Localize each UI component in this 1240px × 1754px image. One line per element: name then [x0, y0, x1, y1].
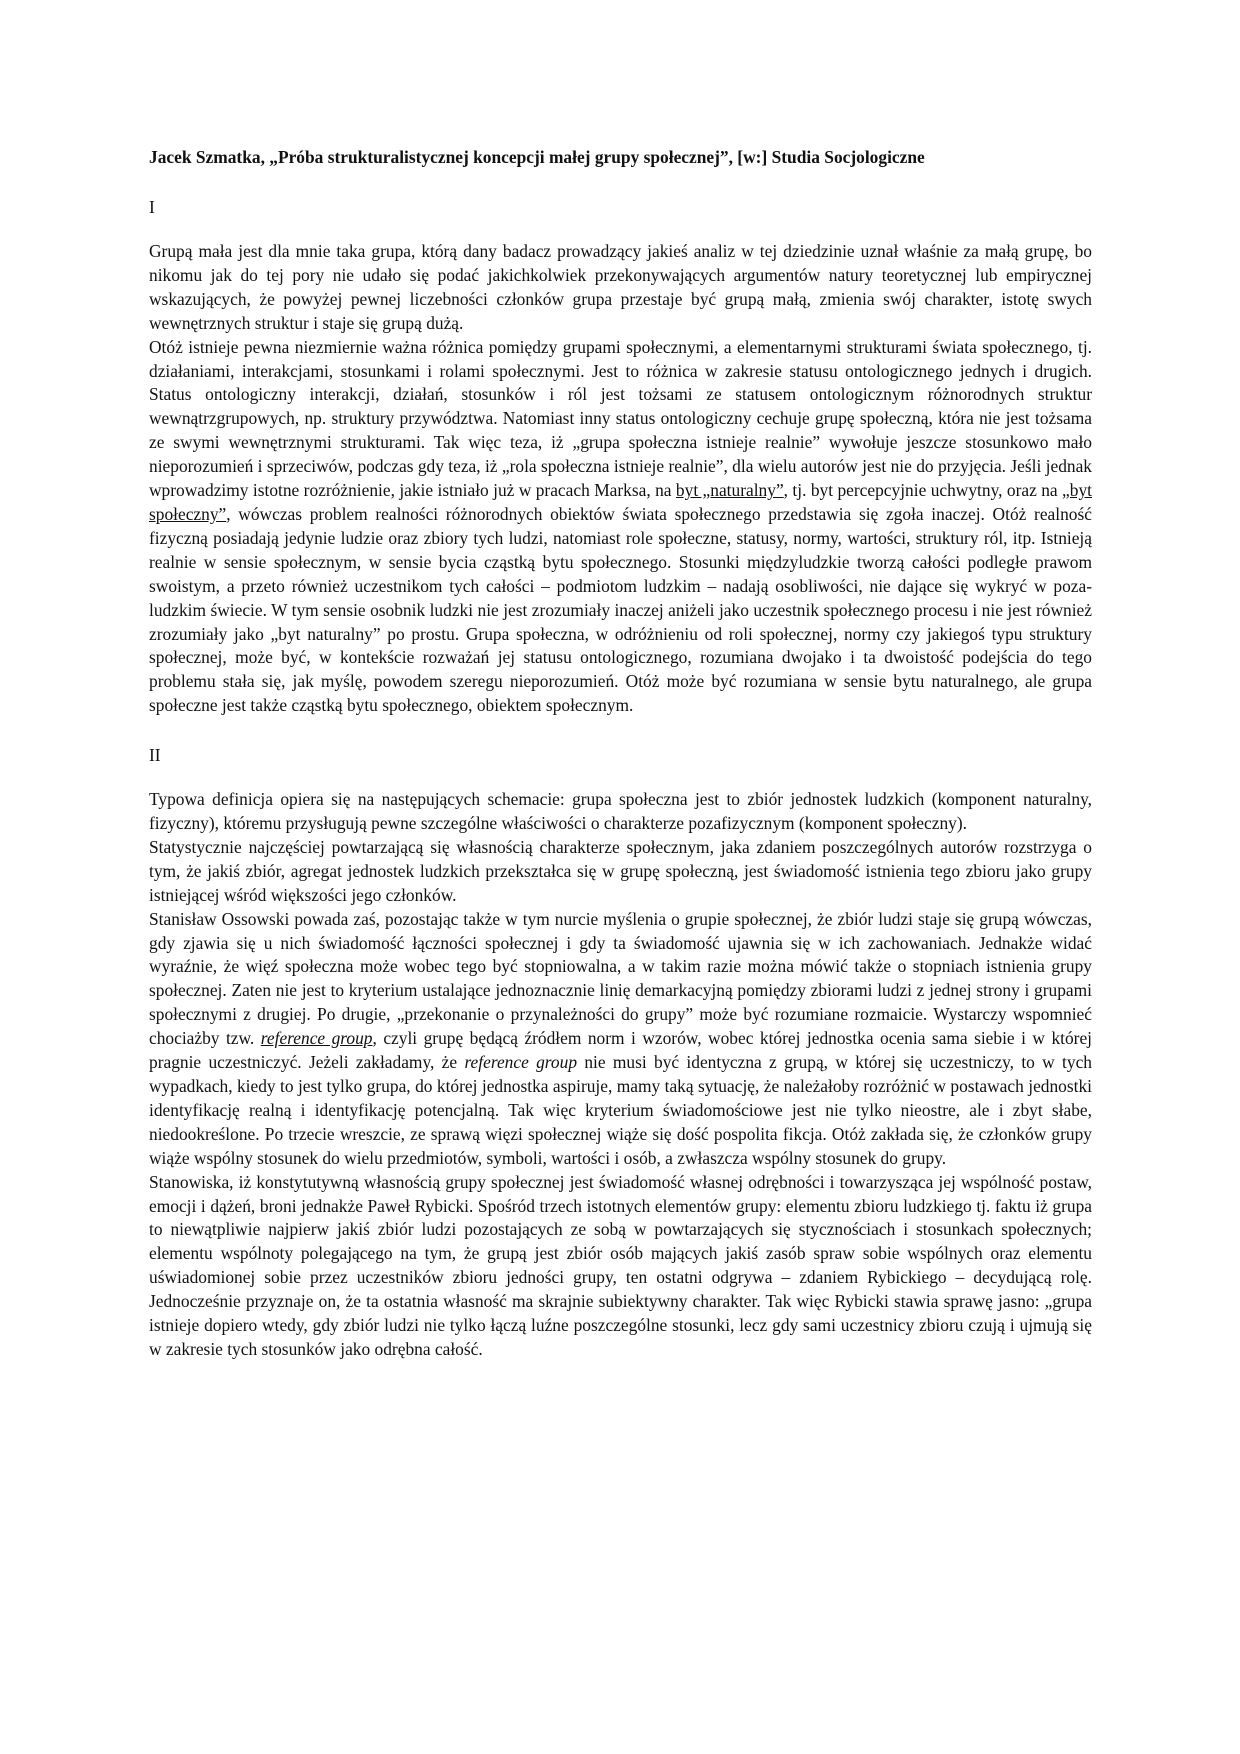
paragraph-text: , czyli grupę będącą źródłem norm i wzorów, wobec której jednostka ocenia sama siebie i w której pragnie uczestniczyć. Jeżeli zakładamy, że	[149, 1028, 1093, 1073]
section-heading-2: II	[149, 745, 161, 766]
paragraph-2-2: Statystycznie najczęściej powtarzającą się własnością charakterze społecznym, jaka zdaniem poszczególnych autorów rozstrzyga o tym, że jakiś zbiór, agregat jednostek ludzkich przekształca się w grupę społeczną, jest świadomość istnienia tego zbioru jako grupy istniejącej wśród większości jego członków.	[149, 836, 1092, 905]
reference-group-link[interactable]: reference group	[260, 1028, 373, 1049]
document-page	[149, 146, 1092, 1362]
section-heading-1: I	[149, 197, 155, 217]
paragraph-text: , wówczas problem realności różnorodnych obiektów świata społecznego przedstawia się zgoła inaczej. Otóż realność fizyczną posiadają jedynie ludzie oraz zbiory tych ludzi, natomiast role społeczne, statusy, normy, wartości, struktury ról, itp. Istnieją realnie w sensie społecznym, w sensie bycia cząstką bytu społecznego. Stosunki międzyludzkie tworzą całości podległe prawom swoistym, a przeto również uczestnikom tych całości – podmiotom ludzkim – nadają osobliwości, nie dające się wykryć w poza-ludzkim świecie. W tym sensie osobnik ludzki nie jest zrozumiały inaczej aniżeli jako uczestnik społecznego procesu i nie jest również zrozumiały jako „byt naturalny” po prostu. Grupa społeczna, w odróżnieniu od roli społecznej, normy czy jakiegoś typu struktury społecznej, może być, w kontekście rozważań jej statusu ontologicznego, rozumiana dwojako i ta dwoistość podejścia do tego problemu stała się, jak myślę, powodem szeregu nieporozumień. Otóż może być rozumiana w sensie bytu naturalnego, ale grupa społeczne jest także cząstką bytu społecznego, obiektem społecznym.	[149, 503, 1092, 716]
byt-naturalny-link[interactable]: byt „naturalny”	[675, 480, 784, 501]
paragraph-1-2	[149, 336, 1092, 719]
paragraph-text: , tj. byt percepcyjnie uchwytny, oraz na	[783, 480, 1063, 501]
byt-spoleczny-link[interactable]: „byt społeczny”	[149, 480, 1092, 524]
paragraph-text: nie musi być identyczna z grupą, w której się uczestniczy, to w tych wypadkach, kiedy to jest tylko grupa, do której jednostka aspiruje, mamy taką sytuację, że należałoby rozróżnić w postawach jednostki identyfikację realną i identyfikację potencjalną. Tak więc kryterium świadomościowe jest nie tylko nieostre, ale i zbyt słabe, niedookreślone. Po trzecie wreszcie, ze sprawą więzi społecznej wiąże się dość pospolita fikcja. Otóż zakłada się, że członków grupy wiąże wspólny stosunek do wielu przedmiotów, symboli, wartości i osób, a zwłaszcza wspólny stosunek do grupy.	[149, 1052, 1092, 1168]
paragraph-1-1: Grupą mała jest dla mnie taka grupa, którą dany badacz prowadzący jakieś analiz w tej dziedzinie uznał właśnie za małą grupę, bo nikomu jak do tej pory nie udało się podać jakichkolwiek przekonywających argumentów natury teoretycznej lub empirycznej wskazujących, że powyżej pewnej liczebności członków grupa przestaje być grupą małą, zmienia swój charakter, istotę swych wewnętrznych struktur i staje się grupą dużą.	[149, 241, 1092, 333]
paragraph-text: Stanisław Ossowski powada zaś, pozostając także w tym nurcie myślenia o grupie społecznej, że zbiór ludzi staje się grupą wówczas, gdy zjawia się u nich świadomość łączności społecznej i gdy ta świadomość ujawnia się w ich zachowaniach. Jednakże widać wyraźnie, że więź społeczna może wobec tego być stopniowalna, a w takim razie można mówić także o stopniach istnienia grupy społecznej. Zaten nie jest to kryterium ustalające jednoznacznie linię demarkacyjną pomiędzy zbiorami ludzi z jednej strony i grupami społecznymi z drugiej. Po drugie, „przekonanie o przynależności do grupy” może być rozumiane rozmaicie. Wystarczy wspomnieć chociażby tzw.	[149, 908, 1092, 1049]
paragraph-2-4: Stanowiska, iż konstytutywną własnością grupy społecznej jest świadomość własnej odrębności i towarzysząca jej wspólność postaw, emocji i dążeń, broni jednakże Paweł Rybicki. Spośród trzech istotnych elementów grupy: elementu zbioru ludzkiego tj. faktu iż grupa to niewątpliwie najpierw jakiś zbiór ludzi pozostających ze sobą w powtarzających się stycznościach i stosunkach społecznych; elementu wspólnoty polegającego na tym, że grupą jest zbiór osób mających jakiś zasób spraw sobie wspólnych oraz elementu uświadomionej sobie przez uczestników zbioru jedności grupy, ten ostatni odgrywa – zdaniem Rybickiego – decydującą rolę. Jednocześnie przyznaje on, że ta ostatnia własność ma skrajnie subiektywny charakter. Tak więc Rybicki stawia sprawę jasno: „grupa istnieje dopiero wtedy, gdy zbiór ludzi nie tylko łączą luźne poszczególne stosunki, lecz gdy sami uczestnicy zbioru czują i ujmują się w zakresie tych stosunków jako odrębna całość.	[149, 1171, 1092, 1359]
document-title: Jacek Szmatka, „Próba strukturalistycznej koncepcji małej grupy społecznej”, [w:] Studia Socjologiczne	[149, 147, 925, 167]
paragraph-text: Otóż istnieje pewna niezmiernie ważna różnica pomiędzy grupami społecznymi, a elementarnymi strukturami świata społecznego, tj. działaniami, interakcjami, stosunkami i rolami społecznymi. Jest to różnica w zakresie statusu ontologicznego jednych i drugich. Status ontologiczny interakcji, działań, stosunków i ról jest tożsami ze statusem ontologicznym różnorodnych struktur wewnątrzgrupowych, np. struktury przywództwa. Natomiast inny status ontologiczny cechuje grupę społeczną, która nie jest tożsama ze swymi wewnętrznymi strukturami. Tak więc teza, iż „grupa społeczna istnieje realnie” wywołuje jeszcze stosunkowo mało nieporozumień i sprzeciwów, podczas gdy teza, iż „rola społeczna istnieje realnie”, dla wielu autorów jest nie do przyjęcia. Jeśli jednak wprowadzimy istotne rozróżnienie, jakie istniało już w pracach Marksa, na	[149, 336, 1092, 501]
reference-group-term: reference group	[464, 1052, 578, 1073]
paragraph-2-1: Typowa definicja opiera się na następujących schemacie: grupa społeczna jest to zbiór jednostek ludzkich (komponent naturalny, fizyczny), któremu przysługują pewne szczególne właściwości o charakterze pozafizycznym (komponent społeczny).	[149, 789, 1092, 834]
paragraph-2-3	[149, 908, 1092, 1171]
